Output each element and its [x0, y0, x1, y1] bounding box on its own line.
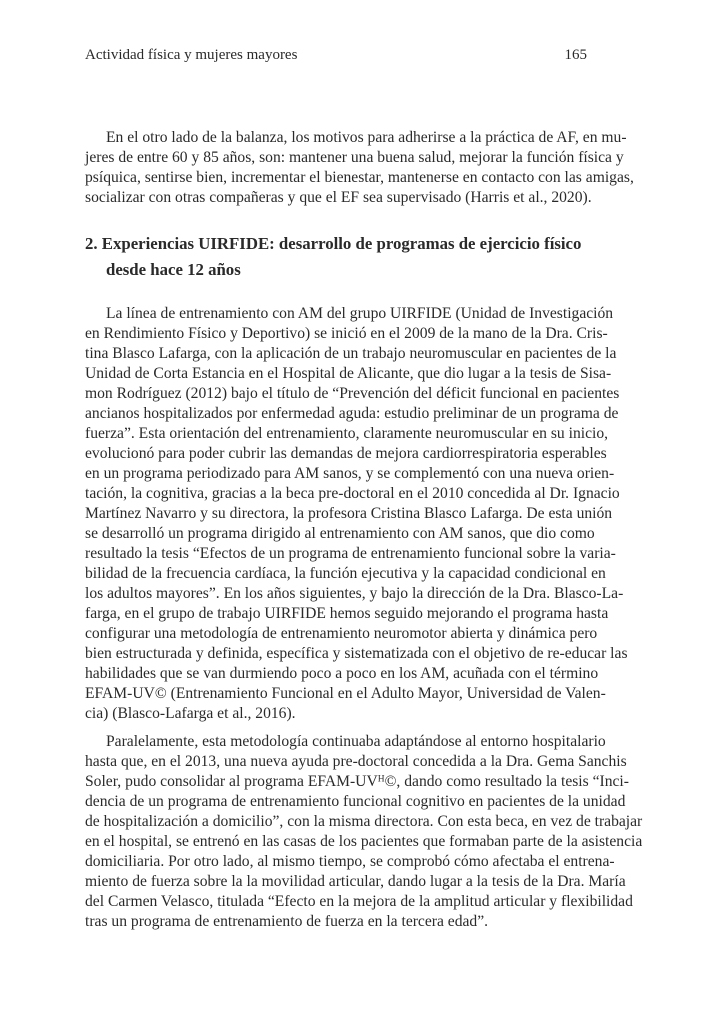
text-line: EFAM-UV© (Entrenamiento Funcional en el Adulto Mayor, Universidad de Valen- — [85, 685, 606, 702]
paragraph-2 — [85, 304, 628, 724]
text-line: tación, la cognitiva, gracias a la beca pre-doctoral en el 2010 concedida al Dr. Ignacio — [85, 485, 620, 502]
text-line: en Rendimiento Físico y Deportivo) se inició en el 2009 de la mano de la Dra. Cris- — [85, 325, 608, 342]
section-title-line1: Experiencias UIRFIDE: desarrollo de programas de ejercicio físico — [101, 234, 582, 253]
text-line: jeres de entre 60 y 85 años, son: mantener una buena salud, mejorar la función física y — [85, 149, 624, 166]
text-line: La línea de entrenamiento con AM del grupo UIRFIDE (Unidad de Investigación — [106, 305, 614, 322]
text-line: Paralelamente, esta metodología continuaba adaptándose al entorno hospitalario — [106, 733, 606, 750]
text-line: tina Blasco Lafarga, con la aplicación de un trabajo neuromuscular en pacientes de la — [85, 345, 617, 362]
text-line: domiciliaria. Por otro lado, al mismo tiempo, se comprobó cómo afectaba el entrena- — [85, 853, 615, 870]
text-line: configurar una metodología de entrenamiento neuromotor abierta y dinámica pero — [85, 625, 598, 642]
text-line: en el hospital, se entrenó en las casas de los pacientes que formaban parte de la asistencia — [85, 833, 643, 850]
running-title: Actividad física y mujeres mayores — [85, 47, 298, 63]
text-line: de hospitalización a domicilio”, con la misma directora. Con esta beca, en vez de trabajar — [85, 813, 643, 830]
text-line: del Carmen Velasco, titulada “Efecto en la mejora de la amplitud articular y flexibilidad — [85, 893, 633, 910]
text-line: los adultos mayores”. En los años siguientes, y bajo la dirección de la Dra. Blasco-La- — [85, 585, 624, 602]
section-heading — [85, 231, 605, 283]
paragraph-1 — [85, 128, 634, 208]
text-line: fuerza”. Esta orientación del entrenamiento, claramente neuromuscular en su inicio, — [85, 425, 609, 442]
text-line: miento de fuerza sobre la la movilidad articular, dando lugar a la tesis de la Dra. María — [85, 873, 626, 890]
text-line: socializar con otras compañeras y que el EF sea supervisado (Harris et al., 2020). — [85, 189, 592, 206]
text-line: farga, en el grupo de trabajo UIRFIDE hemos seguido mejorando el programa hasta — [85, 605, 609, 622]
text-line: Unidad de Corta Estancia en el Hospital de Alicante, que dio lugar a la tesis de Sisa- — [85, 365, 612, 382]
text-line: ancianos hospitalizados por enfermedad aguda: estudio preliminar de un programa de — [85, 405, 619, 422]
text-line: Martínez Navarro y su directora, la profesora Cristina Blasco Lafarga. De esta unión — [85, 505, 613, 522]
section-number: 2. — [85, 234, 98, 253]
text-line: dencia de un programa de entrenamiento funcional cognitivo en pacientes de la unidad — [85, 793, 626, 810]
text-line: mon Rodríguez (2012) bajo el título de “Prevención del déficit funcional en pacientes — [85, 385, 620, 402]
text-line: bien estructurada y definida, específica y sistematizada con el objetivo de re-educar las — [85, 645, 628, 662]
text-line: se desarrolló un programa dirigido al entrenamiento con AM sanos, que dio como — [85, 525, 595, 542]
text-line: bilidad de la frecuencia cardíaca, la función ejecutiva y la capacidad condicional en — [85, 565, 606, 582]
text-line: tras un programa de entrenamiento de fuerza en la tercera edad”. — [85, 913, 489, 930]
running-header — [85, 47, 587, 64]
text-line: hasta que, en el 2013, una nueva ayuda pre-doctoral concedida a la Dra. Gema Sanchis — [85, 753, 627, 770]
text-line: En el otro lado de la balanza, los motivos para adherirse a la práctica de AF, en mu- — [106, 129, 627, 146]
text-line: resultado la tesis “Efectos de un programa de entrenamiento funcional sobre la varia- — [85, 545, 616, 562]
text-line: psíquica, sentirse bien, incrementar el bienestar, mantenerse en contacto con las amigas, — [85, 169, 634, 186]
section-title-line2: desde hace 12 años — [106, 260, 241, 279]
text-line: cia) (Blasco-Lafarga et al., 2016). — [85, 705, 296, 722]
text-line: habilidades que se van durmiendo poco a poco en los AM, acuñada con el término — [85, 665, 599, 682]
text-line: Soler, pudo consolidar al programa EFAM-UVᴴ©, dando como resultado la tesis “Inci- — [85, 773, 629, 790]
page-number: 165 — [564, 47, 587, 63]
text-line: evolucionó para poder cubrir las demandas de mejora cardiorrespiratoria esperables — [85, 445, 607, 462]
paragraph-3 — [85, 732, 643, 932]
text-line: en un programa periodizado para AM sanos, y se complementó con una nueva orien- — [85, 465, 615, 482]
